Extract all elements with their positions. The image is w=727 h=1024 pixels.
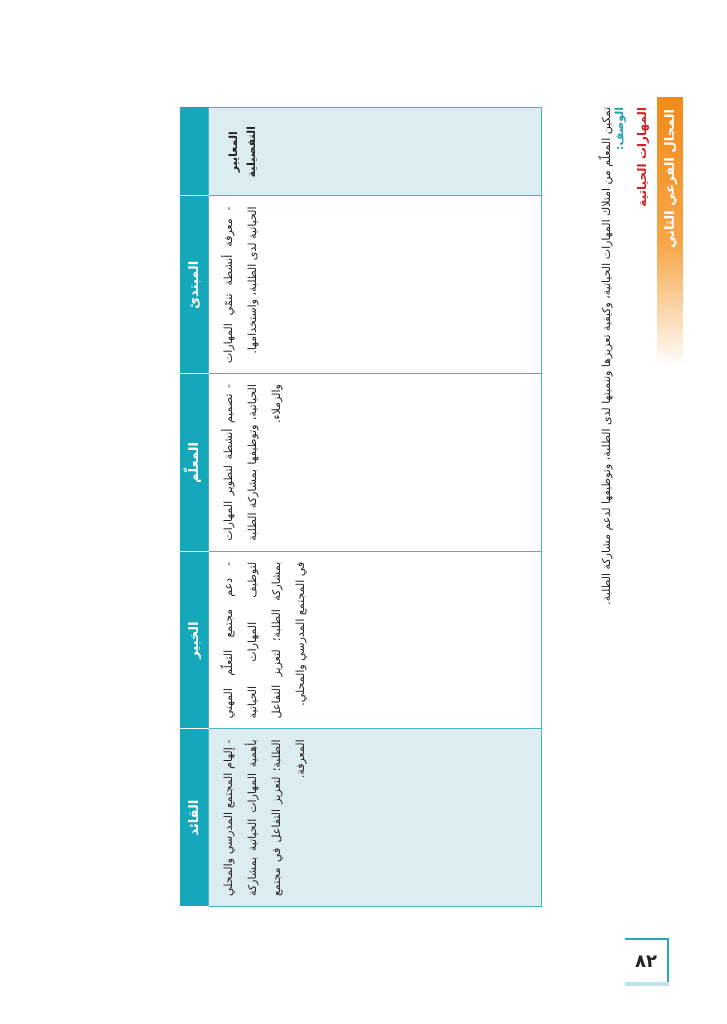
standards-table — [180, 107, 542, 907]
skills-title: المهارات الحياتية — [635, 107, 649, 207]
cell-expert: - دعم مجتمع التعلّم المهني لتوظيف المهارات الحياتية بمشاركة الطلبة؛ لتعزيز التفاعل في المجتمع المدرسي والمحلي. — [209, 551, 542, 729]
table-row — [209, 108, 542, 907]
cell-teacher: - تصميم أنشطة لتطوير المهارات الحياتية، وتوظيفها بمشاركة الطلبة والزملاء. — [209, 374, 542, 552]
table-header-row — [180, 108, 209, 907]
column-header-leader: القائد — [180, 729, 209, 907]
cell-leader: - إلهام المجتمع المدرسي والمحلي بأهمية المهارات الحياتية بمشاركة الطلبة؛ لتعزيز التفاعل في مجتمع المعرفة. — [209, 729, 542, 907]
domain-title-bar: المجال الفرعي الثاني — [657, 97, 683, 367]
description-label — [613, 107, 626, 150]
table-corner-header — [180, 108, 209, 197]
description-text: تمكين المعلّم من امتلاك المهارات الحياتية، وكيفية تعزيزها وتنميتها لدى الطلبة، وتوظيفها لدعم مشاركة الطلبة. — [600, 107, 613, 605]
column-header-teacher: المعلّم — [180, 374, 209, 552]
column-header-expert: الخبير — [180, 551, 209, 729]
column-header-beginner: المبتدئ — [180, 196, 209, 374]
rotated-content — [100, 97, 680, 927]
cell-beginner: - معرفة أنشطة تنمّي المهارات الحياتية لدى الطلبة، واستخدامها. — [209, 196, 542, 374]
description-label-text: الوصف: — [613, 107, 626, 150]
row-header-detailed-standards: المعايير التفصيلية — [209, 108, 542, 197]
page-number: ٨٢ — [625, 938, 669, 982]
